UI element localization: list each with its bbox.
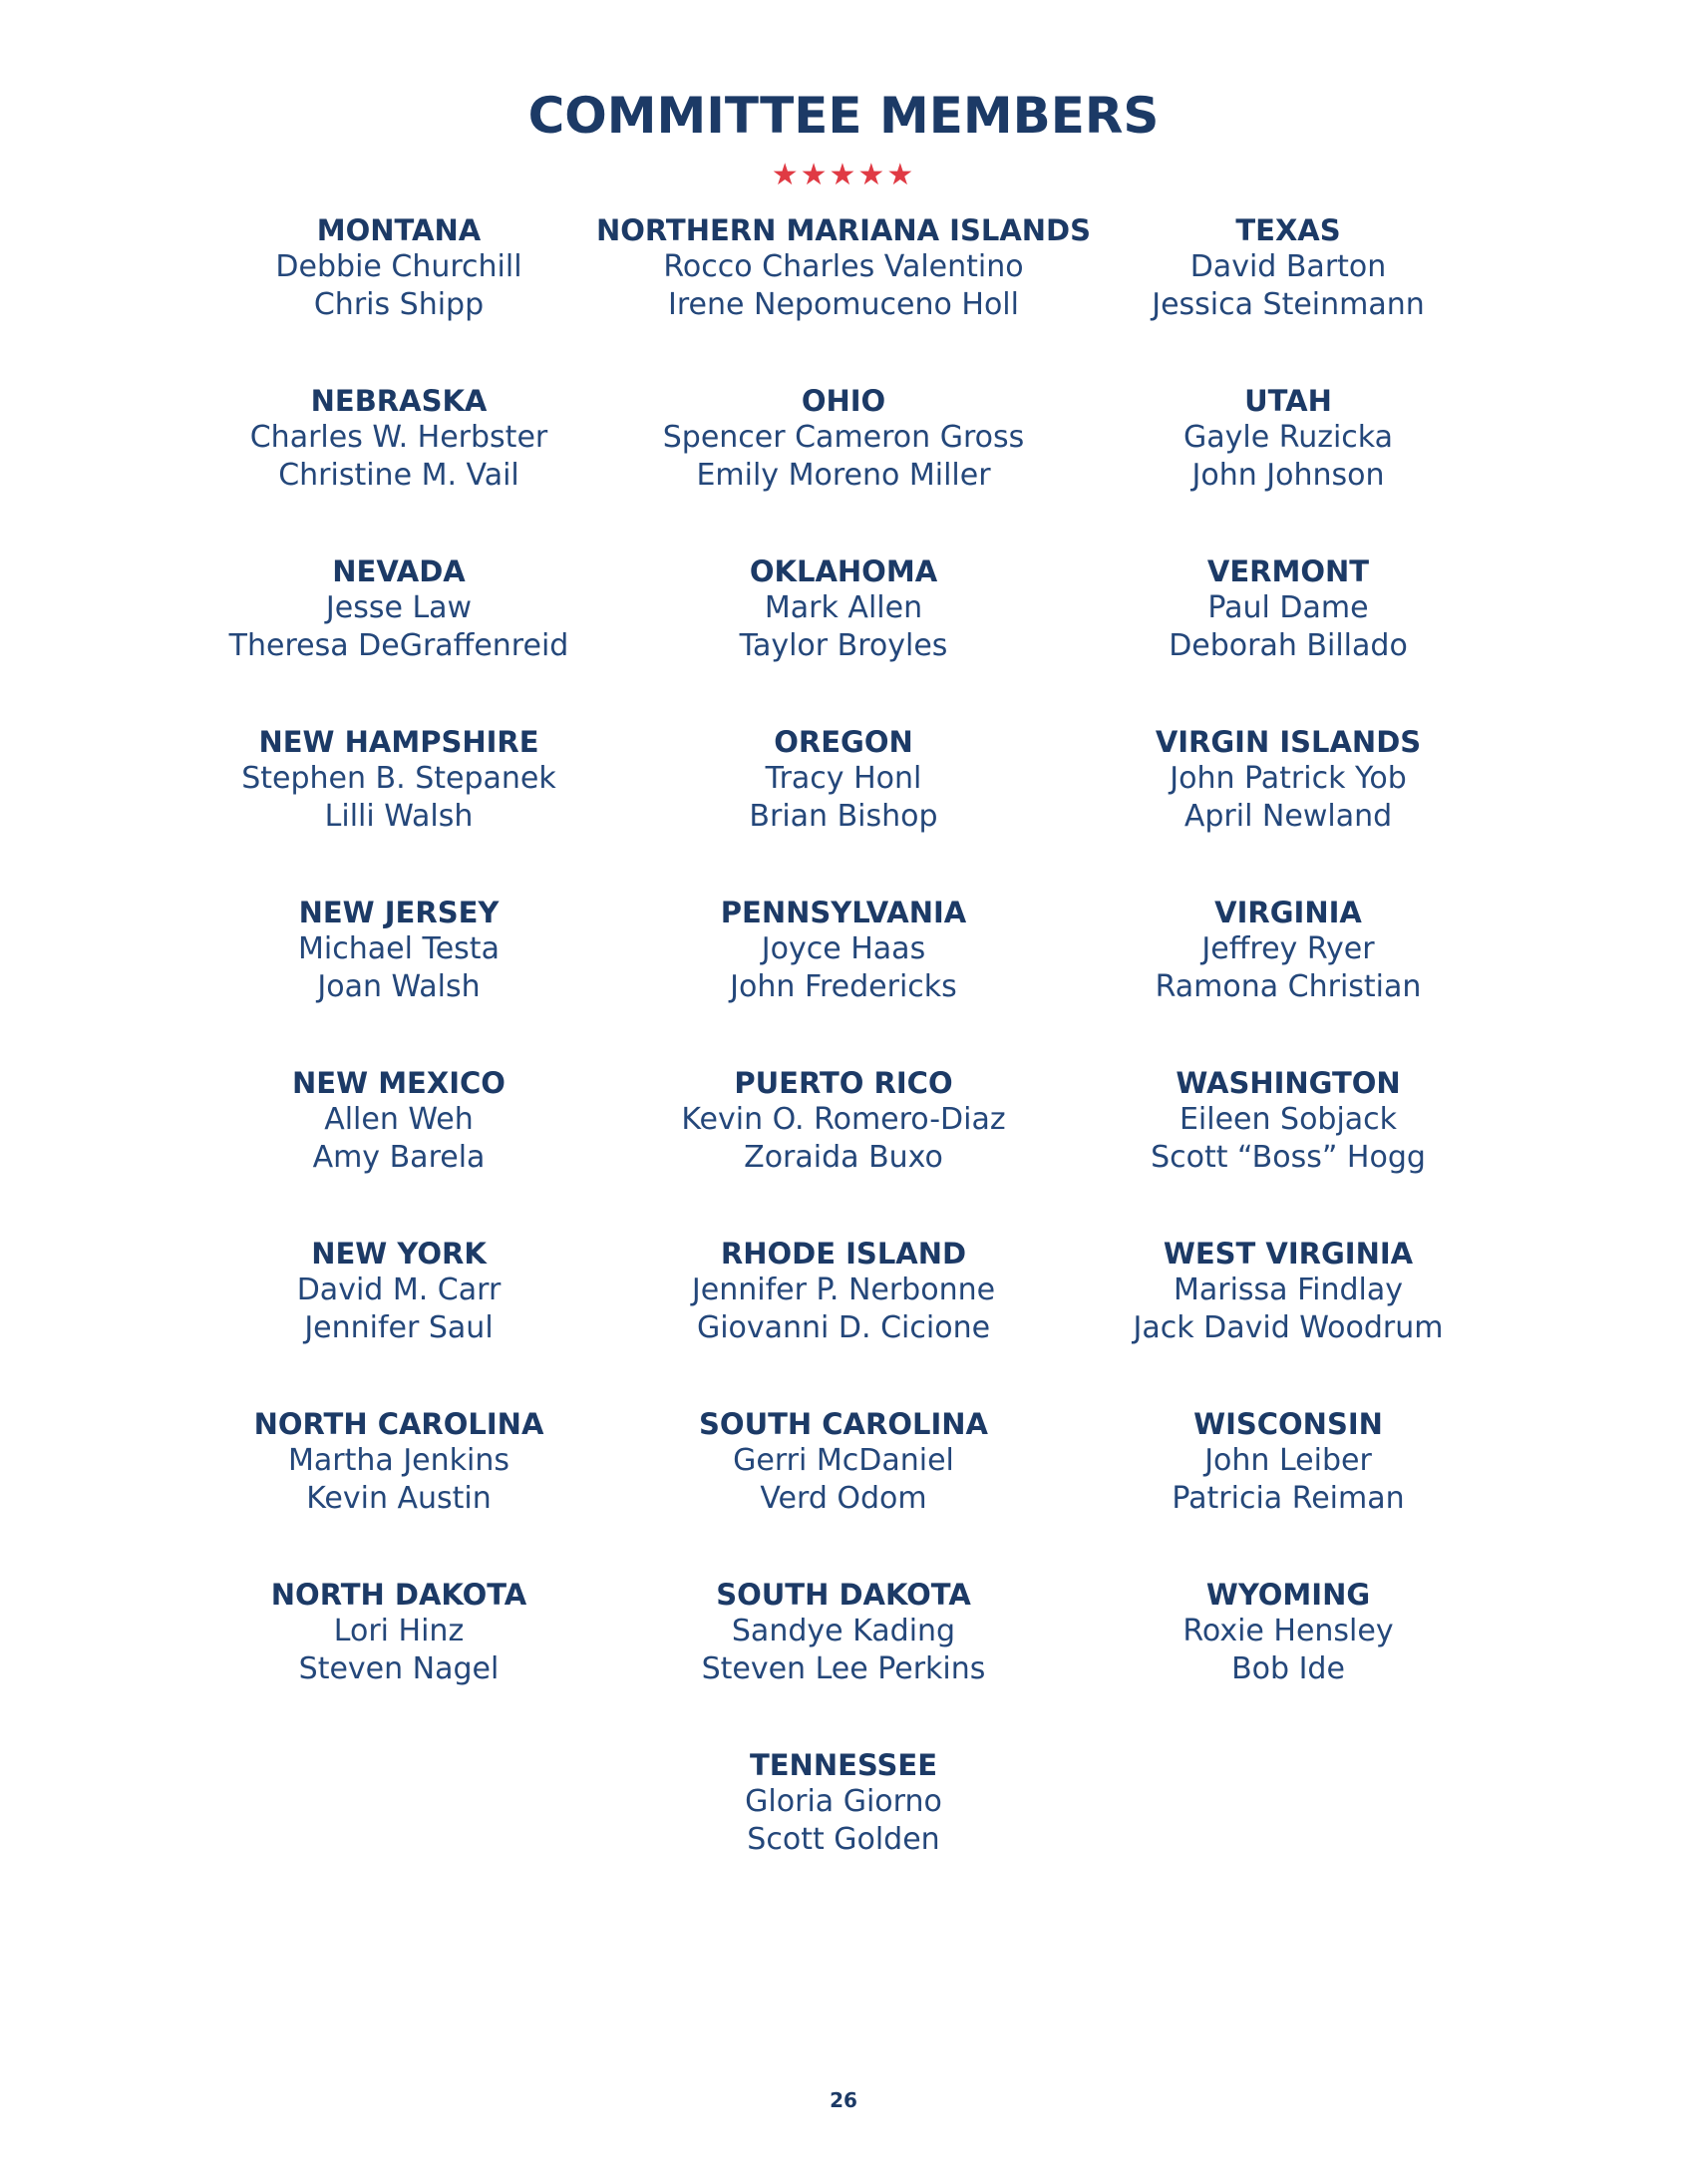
state-name: NEW JERSEY (298, 896, 500, 929)
member-name: Lori Hinz (333, 1614, 465, 1648)
member-name: Jennifer P. Nerbonne (691, 1273, 996, 1307)
state-block (544, 1747, 1143, 1918)
state-block (199, 1065, 598, 1236)
member-name: Marissa Findlay (1173, 1273, 1404, 1307)
member-name: Eileen Sobjack (1179, 1102, 1398, 1137)
member-name: Jennifer Saul (304, 1310, 494, 1345)
column-middle (544, 212, 1143, 1918)
member-name: Joan Walsh (317, 969, 481, 1004)
state-block (544, 1406, 1143, 1577)
member-name: Paul Dame (1207, 590, 1369, 625)
member-name: Jesse Law (325, 590, 473, 625)
state-name: VIRGIN ISLANDS (1155, 725, 1422, 759)
member-name: Amy Barela (312, 1140, 486, 1175)
state-block (544, 895, 1143, 1065)
member-name: Patricia Reiman (1172, 1481, 1405, 1516)
member-name: Charles W. Herbster (249, 420, 548, 455)
state-block (199, 1577, 598, 1747)
member-name: Kevin Austin (306, 1481, 492, 1516)
member-name: Debbie Churchill (275, 249, 522, 284)
state-block (544, 553, 1143, 724)
member-name: Kevin O. Romero-Diaz (681, 1102, 1006, 1137)
member-name: Tracy Honl (765, 761, 922, 796)
state-name: TEXAS (1235, 213, 1341, 247)
state-name: NORTH DAKOTA (270, 1578, 527, 1612)
state-name: MONTANA (316, 213, 482, 247)
state-block (199, 724, 598, 895)
state-name: NEW MEXICO (292, 1066, 506, 1100)
member-name: Bob Ide (1231, 1651, 1345, 1686)
member-name: Lilli Walsh (324, 799, 474, 834)
member-name: John Patrick Yob (1170, 761, 1407, 796)
state-block (544, 1065, 1143, 1236)
page-number: 26 (830, 2088, 857, 2112)
member-name: Steven Lee Perkins (701, 1651, 986, 1686)
state-name: NEW HAMPSHIRE (258, 725, 539, 759)
member-name: Rocco Charles Valentino (663, 249, 1024, 284)
state-name: NEVADA (332, 554, 466, 588)
member-name: Michael Testa (298, 931, 500, 966)
state-name: VERMONT (1206, 554, 1370, 588)
state-block (1089, 1236, 1488, 1406)
state-name: VIRGINIA (1214, 896, 1362, 929)
state-block (544, 1577, 1143, 1747)
member-name: Gerri McDaniel (733, 1443, 954, 1478)
state-block (544, 383, 1143, 553)
column-left (199, 212, 598, 1747)
member-name: Christine M. Vail (278, 458, 519, 493)
state-name: TENNESSEE (749, 1748, 938, 1782)
state-name: SOUTH DAKOTA (716, 1578, 971, 1612)
state-name: WEST VIRGINIA (1163, 1237, 1414, 1271)
member-name: Chris Shipp (313, 287, 485, 322)
member-name: Mark Allen (764, 590, 923, 625)
member-name: Jack David Woodrum (1133, 1310, 1444, 1345)
member-name: Steven Nagel (298, 1651, 500, 1686)
state-name: PENNSYLVANIA (720, 896, 967, 929)
state-block (199, 553, 598, 724)
state-block (544, 212, 1143, 383)
state-block (1089, 212, 1488, 383)
member-name: Giovanni D. Cicione (696, 1310, 991, 1345)
state-block (1089, 1406, 1488, 1577)
member-name: Zoraida Buxo (744, 1140, 943, 1175)
state-block (199, 1236, 598, 1406)
member-name: Allen Weh (324, 1102, 474, 1137)
member-name: David Barton (1189, 249, 1387, 284)
column-right (1089, 212, 1488, 1747)
state-name: WISCONSIN (1193, 1407, 1383, 1441)
state-block (1089, 1065, 1488, 1236)
member-name: Taylor Broyles (739, 628, 948, 663)
member-name: Jeffrey Ryer (1201, 931, 1375, 966)
member-name: John Johnson (1191, 458, 1385, 493)
member-name: Emily Moreno Miller (696, 458, 991, 493)
state-name: NORTH CAROLINA (253, 1407, 544, 1441)
state-name: NEBRASKA (310, 384, 488, 418)
member-name: John Leiber (1204, 1443, 1372, 1478)
state-name: SOUTH CAROLINA (699, 1407, 988, 1441)
member-name: Roxie Hensley (1182, 1614, 1394, 1648)
state-name: WASHINGTON (1176, 1066, 1401, 1100)
state-name: WYOMING (1205, 1578, 1371, 1612)
state-block (544, 1236, 1143, 1406)
state-name: UTAH (1244, 384, 1332, 418)
state-block (199, 383, 598, 553)
member-name: David M. Carr (296, 1273, 502, 1307)
member-name: Spencer Cameron Gross (662, 420, 1025, 455)
member-name: Deborah Billado (1169, 628, 1408, 663)
state-block (1089, 724, 1488, 895)
state-block (199, 895, 598, 1065)
state-block (1089, 383, 1488, 553)
star-row-icon: ★★★★★ (771, 158, 916, 192)
member-name: Gloria Giorno (745, 1784, 942, 1819)
state-block (199, 212, 598, 383)
page-title: COMMITTEE MEMBERS (527, 87, 1160, 145)
state-name: NEW YORK (311, 1237, 487, 1271)
member-name: Stephen B. Stepanek (241, 761, 556, 796)
member-name: Theresa DeGraffenreid (228, 628, 569, 663)
member-name: Martha Jenkins (288, 1443, 509, 1478)
member-name: Ramona Christian (1155, 969, 1422, 1004)
state-name: PUERTO RICO (734, 1066, 953, 1100)
state-block (544, 724, 1143, 895)
state-name: RHODE ISLAND (720, 1237, 967, 1271)
member-name: Scott Golden (747, 1822, 940, 1857)
state-name: OREGON (774, 725, 913, 759)
member-name: John Fredericks (730, 969, 957, 1004)
member-name: Jessica Steinmann (1152, 287, 1425, 322)
member-name: Irene Nepomuceno Holl (668, 287, 1019, 322)
member-name: Verd Odom (760, 1481, 927, 1516)
state-name: NORTHERN MARIANA ISLANDS (595, 213, 1092, 247)
member-name: Sandye Kading (731, 1614, 956, 1648)
state-block (199, 1406, 598, 1577)
state-block (1089, 1577, 1488, 1747)
member-name: Brian Bishop (749, 799, 938, 834)
member-name: April Newland (1183, 799, 1393, 834)
member-name: Joyce Haas (761, 931, 926, 966)
state-block (1089, 895, 1488, 1065)
member-name: Gayle Ruzicka (1182, 420, 1394, 455)
state-block (1089, 553, 1488, 724)
state-name: OKLAHOMA (749, 554, 938, 588)
state-name: OHIO (801, 384, 886, 418)
member-name: Scott “Boss” Hogg (1151, 1140, 1426, 1175)
